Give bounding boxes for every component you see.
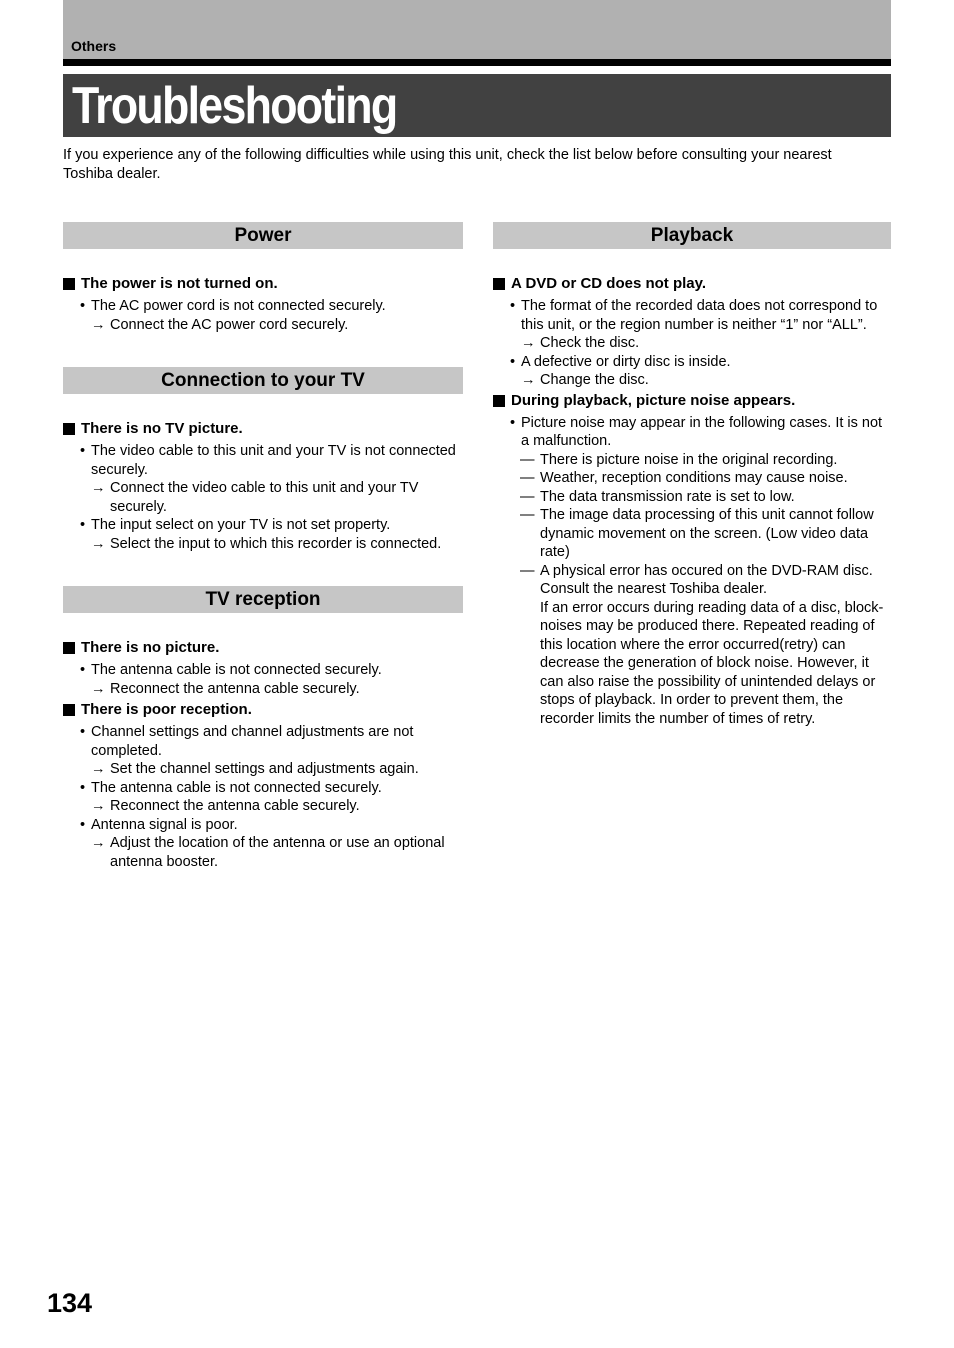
arrow-icon: → (91, 535, 106, 552)
remedy-item: → Check the disc. (521, 335, 640, 351)
dash-icon: — (520, 488, 535, 505)
dash-icon: — (520, 507, 535, 523)
section-heading-reception: TV reception (63, 586, 463, 613)
header-band (63, 0, 891, 59)
remedy-item: → Reconnect the antenna cable securely. (91, 680, 360, 697)
bullet-icon: • (510, 414, 516, 431)
remedy-item: → Connect the video cable to this unit and your TV securely. (91, 480, 419, 515)
bullet-icon: • (80, 443, 86, 459)
title-bar (63, 74, 891, 137)
cause-item: • Channel settings and channel adjustments are not completed. (80, 724, 414, 759)
bullet-icon: • (510, 298, 516, 314)
issue-heading: The power is not turned on. (63, 274, 463, 294)
cause-item: • The video cable to this unit and your TV is not connected securely. (80, 443, 456, 478)
arrow-icon: → (91, 316, 106, 333)
square-bullet-icon (63, 642, 75, 654)
dash-item: — The image data processing of this unit cannot follow dynamic movement on the screen. (Low video data rate) (520, 507, 874, 560)
intro-paragraph: If you experience any of the following difficulties while using this unit, check the list below before consulting your nearest Toshiba dealer. (63, 147, 832, 182)
arrow-icon: → (91, 480, 106, 496)
cause-item: • Antenna signal is poor. (80, 816, 238, 833)
left-column (63, 222, 463, 871)
dash-item: — There is picture noise in the original recording. (520, 451, 838, 468)
issue-heading: There is no picture. (63, 638, 463, 658)
cause-item: • The format of the recorded data does not correspond to this unit, or the region number is neither “1” nor “ALL”. (510, 298, 878, 333)
page-title: Troubleshooting (72, 77, 397, 135)
arrow-icon: → (521, 372, 536, 388)
cause-item: • Picture noise may appear in the following cases. It is not a malfunction. (510, 414, 883, 449)
bullet-icon: • (80, 662, 86, 678)
section-heading-connection: Connection to your TV (63, 367, 463, 394)
issue-heading: There is no TV picture. (63, 419, 463, 439)
section-heading-playback: Playback (493, 222, 891, 249)
arrow-icon: → (91, 835, 106, 851)
square-bullet-icon (63, 423, 75, 435)
header-rule (63, 59, 891, 66)
issue-heading: There is poor reception. (63, 700, 463, 720)
cause-item: • The antenna cable is not connected securely. (80, 779, 382, 796)
cause-item: • The input select on your TV is not set property. (80, 517, 391, 533)
bullet-icon: • (80, 816, 86, 833)
dash-icon: — (520, 451, 535, 468)
bullet-icon: • (80, 779, 86, 796)
remedy-item: → Reconnect the antenna cable securely. (91, 798, 360, 814)
arrow-icon: → (521, 335, 536, 351)
note-paragraph: If an error occurs during reading data of a disc, block-noises may be produced there. Repeated reading of this location where the error occurred(retry) can decrease the generation of block noise. However, it can also raise the possibility of unintended delays or stops of playback. In order to prevent them, the recorder limits the number of times of retry. (540, 599, 884, 727)
bullet-icon: • (80, 724, 86, 740)
issue-heading: During playback, picture noise appears. (493, 391, 891, 411)
remedy-item: → Adjust the location of the antenna or use an optional antenna booster. (91, 835, 445, 870)
remedy-item: → Connect the AC power cord securely. (91, 316, 349, 333)
right-column (493, 222, 891, 728)
bullet-icon: • (80, 517, 86, 533)
bullet-icon: • (80, 298, 86, 314)
arrow-icon: → (91, 761, 106, 777)
section-heading-power: Power (63, 222, 463, 249)
square-bullet-icon (493, 395, 505, 407)
arrow-icon: → (91, 680, 106, 697)
cause-item: • The antenna cable is not connected securely. (80, 662, 382, 678)
cause-item: • The AC power cord is not connected securely. (80, 298, 386, 314)
dash-icon: — (520, 470, 535, 486)
page-number: 134 (47, 1288, 93, 1318)
remedy-item: → Select the input to which this recorder is connected. (91, 535, 442, 552)
square-bullet-icon (63, 704, 75, 716)
arrow-icon: → (91, 798, 106, 814)
section-label: Others (71, 38, 117, 54)
cause-item: • A defective or dirty disc is inside. (510, 353, 731, 370)
issue-heading: A DVD or CD does not play. (493, 274, 891, 294)
dash-item: — The data transmission rate is set to low. (520, 488, 795, 505)
dash-icon: — (520, 562, 535, 579)
remedy-item: → Change the disc. (521, 372, 649, 388)
bullet-icon: • (510, 353, 516, 370)
square-bullet-icon (493, 278, 505, 290)
remedy-item: → Set the channel settings and adjustments again. (91, 761, 419, 777)
dash-item: — Weather, reception conditions may cause noise. (520, 470, 848, 486)
dash-item: — A physical error has occured on the DVD-RAM disc. Consult the nearest Toshiba dealer. (520, 562, 873, 597)
square-bullet-icon (63, 278, 75, 290)
